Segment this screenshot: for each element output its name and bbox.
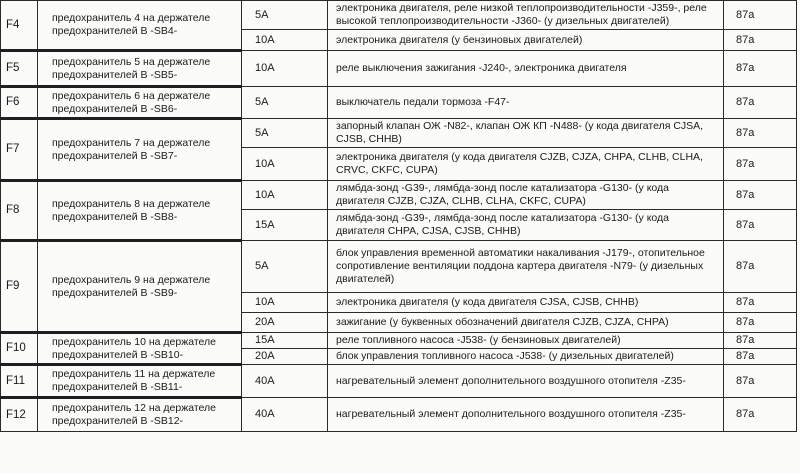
- fuse-description: блок управления топливного насоса -J538- (у дизельных двигателей): [328, 349, 724, 365]
- fuse-id: F12: [1, 398, 38, 432]
- fuse-id: F9: [1, 241, 38, 333]
- fuse-description: электроника двигателя (у бензиновых двигателей): [328, 30, 724, 51]
- fuse-holder: предохранитель 4 на держателе предохранителей В -SB4-: [38, 1, 242, 51]
- fuse-terminal: 87a: [724, 148, 797, 181]
- fuse-id: F7: [1, 119, 38, 181]
- fuse-terminal: 87a: [724, 365, 797, 398]
- fuse-rating: 10A: [242, 293, 328, 313]
- fuse-description: реле выключения зажигания -J240-, электроника двигателя: [328, 51, 724, 87]
- fuse-description: запорный клапан ОЖ -N82-, клапан ОЖ КП -N488- (у кода двигателя CJSA, CJSB, CHHB): [328, 119, 724, 148]
- fuse-terminal: 87a: [724, 313, 797, 333]
- fuse-description: электроника двигателя (у кода двигателя CJZB, CJZA, CHPA, CLHB, CLHA, CRVC, CKFC, CUPA): [328, 148, 724, 181]
- fuse-terminal: 87a: [724, 30, 797, 51]
- fuse-description: лямбда-зонд -G39-, лямбда-зонд после катализатора -G130- (у кода двигателя CJZB, CJZA, CLHB, CLHA, CKFC, CUPA): [328, 181, 724, 210]
- fuse-rating: 5A: [242, 119, 328, 148]
- fuse-rating: 10A: [242, 30, 328, 51]
- fuse-description: нагревательный элемент дополнительного воздушного отопителя -Z35-: [328, 365, 724, 398]
- fuse-description: лямбда-зонд -G39-, лямбда-зонд после катализатора -G130- (у кода двигателя CHPA, CJSA, CJSB, CHHB): [328, 210, 724, 241]
- fuse-rating: 20A: [242, 349, 328, 365]
- fuse-holder: предохранитель 6 на держателе предохранителей В -SB6-: [38, 87, 242, 119]
- fuse-description: реле топливного насоса -J538- (у бензиновых двигателей): [328, 333, 724, 349]
- fuse-holder: предохранитель 7 на держателе предохранителей В -SB7-: [38, 119, 242, 181]
- fuse-id: F11: [1, 365, 38, 398]
- fuse-id: F10: [1, 333, 38, 365]
- fuse-rating: 10A: [242, 51, 328, 87]
- fuse-rating: 40A: [242, 365, 328, 398]
- fuse-terminal: 87a: [724, 119, 797, 148]
- table-row: [1, 1, 797, 30]
- fuse-rating: 5A: [242, 1, 328, 30]
- fuse-terminal: 87a: [724, 398, 797, 432]
- fuse-terminal: 87a: [724, 293, 797, 313]
- table-row: [1, 365, 797, 398]
- fuse-terminal: 87a: [724, 87, 797, 119]
- fuse-terminal: 87a: [724, 349, 797, 365]
- fuse-id: F8: [1, 181, 38, 241]
- fuse-rating: 15A: [242, 333, 328, 349]
- fuse-id: F4: [1, 1, 38, 51]
- fuse-rating: 20A: [242, 313, 328, 333]
- fuse-holder: предохранитель 5 на держателе предохранителей В -SB5-: [38, 51, 242, 87]
- fuse-rating: 40A: [242, 398, 328, 432]
- fuse-description: выключатель педали тормоза -F47-: [328, 87, 724, 119]
- table-row: [1, 333, 797, 349]
- fuse-id: F5: [1, 51, 38, 87]
- fuse-terminal: 87a: [724, 51, 797, 87]
- table-row: [1, 398, 797, 432]
- fuse-rating: 10A: [242, 181, 328, 210]
- fuse-rating: 5A: [242, 241, 328, 293]
- fuse-holder: предохранитель 10 на держателе предохранителей В -SB10-: [38, 333, 242, 365]
- fuse-terminal: 87a: [724, 1, 797, 30]
- fuse-holder: предохранитель 12 на держателе предохранителей В -SB12-: [38, 398, 242, 432]
- table-row: [1, 87, 797, 119]
- fuse-holder: предохранитель 9 на держателе предохранителей В -SB9-: [38, 241, 242, 333]
- fuse-description: нагревательный элемент дополнительного воздушного отопителя -Z35-: [328, 398, 724, 432]
- table-row: [1, 119, 797, 148]
- table-row: [1, 181, 797, 210]
- fuse-description: электроника двигателя, реле низкой теплопроизводительности -J359-, реле высокой теплопроизводительности -J360- (у дизельных двигателей): [328, 1, 724, 30]
- fuse-holder: предохранитель 11 на держателе предохранителей В -SB11-: [38, 365, 242, 398]
- fuse-terminal: 87a: [724, 333, 797, 349]
- table-row: [1, 241, 797, 293]
- fuse-description: зажигание (у буквенных обозначений двигателя CJZB, CJZA, CHPA): [328, 313, 724, 333]
- fuse-rating: 5A: [242, 87, 328, 119]
- fuse-rating: 15A: [242, 210, 328, 241]
- fuse-terminal: 87a: [724, 181, 797, 210]
- fuse-description: блок управления временной автоматики накаливания -J179-, отопительное сопротивление вентиляции поддона картера двигателя -N79- (у дизельных двигателей): [328, 241, 724, 293]
- table-row: [1, 51, 797, 87]
- fuse-holder: предохранитель 8 на держателе предохранителей В -SB8-: [38, 181, 242, 241]
- fuse-terminal: 87a: [724, 241, 797, 293]
- fuse-table-body: [1, 1, 797, 432]
- fuse-terminal: 87a: [724, 210, 797, 241]
- fuse-description: электроника двигателя (у кода двигателя CJSA, CJSB, CHHB): [328, 293, 724, 313]
- fuse-id: F6: [1, 87, 38, 119]
- fuse-rating: 10A: [242, 148, 328, 181]
